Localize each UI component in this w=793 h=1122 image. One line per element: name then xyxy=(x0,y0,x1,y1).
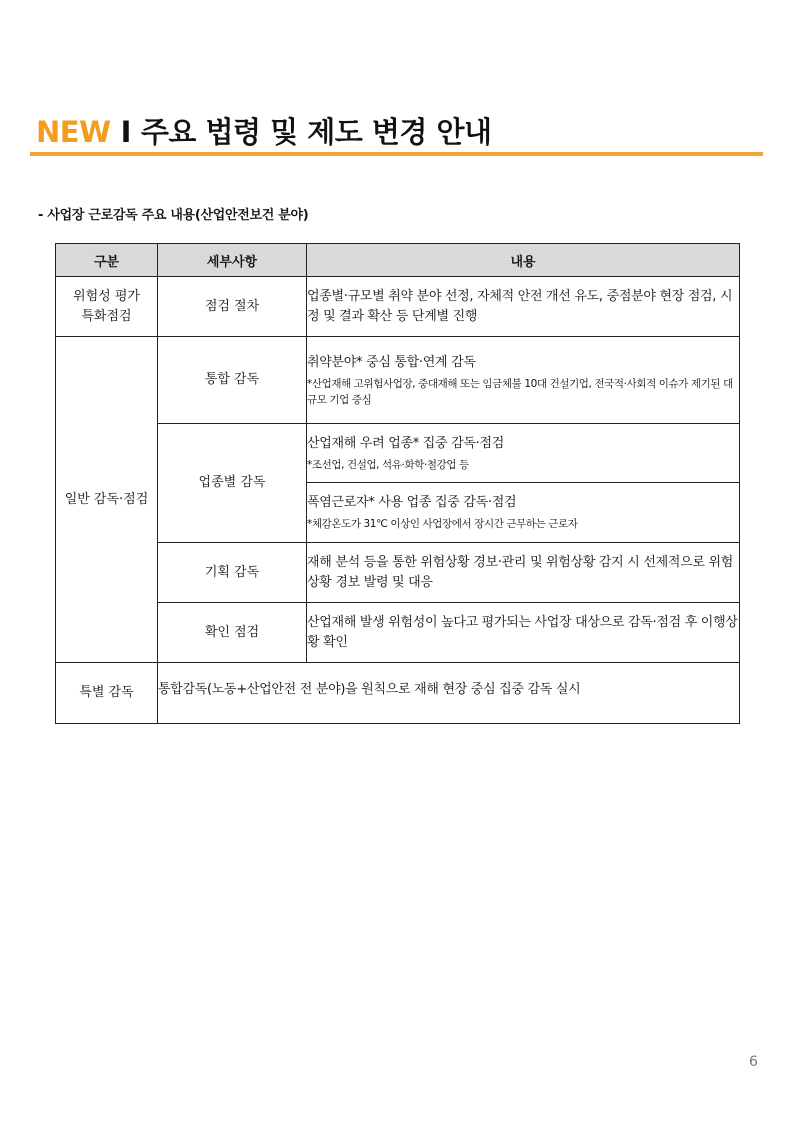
header-rule xyxy=(30,152,763,156)
content-cell: 통합감독(노동+산업안전 전 분야)을 원칙으로 재해 현장 중심 집중 감독 실시 xyxy=(158,663,740,724)
detail-cell: 확인 점검 xyxy=(158,603,307,663)
content-note: *산업재해 고위험사업장, 중대재해 또는 임금체불 10대 건설기업, 전국적·사회적 이슈가 제기된 대규모 기업 중심 xyxy=(307,377,733,406)
table-row xyxy=(56,543,740,603)
table-row xyxy=(56,663,740,724)
inspection-table xyxy=(55,243,740,724)
category-cell: 일반 감독·점검 xyxy=(56,337,158,663)
table-row xyxy=(56,337,740,424)
title-separator: I xyxy=(120,115,131,149)
detail-cell: 통합 감독 xyxy=(158,337,307,424)
content-cell: 업종별·규모별 취약 분야 선정, 자체적 안전 개선 유도, 중점분야 현장 점검, 시정 및 결과 확산 등 단계별 진행 xyxy=(307,277,740,337)
category-line: 위험성 평가 xyxy=(73,288,140,304)
page-title xyxy=(36,112,763,152)
header-category: 구분 xyxy=(56,244,158,277)
page-header xyxy=(36,112,763,152)
title-text: 주요 법령 및 제도 변경 안내 xyxy=(140,115,492,149)
content-text: 폭염근로자* 사용 업종 집중 감독·점검 xyxy=(307,495,517,510)
content-note: *체감온도가 31℃ 이상인 사업장에서 장시간 근무하는 근로자 xyxy=(307,518,578,530)
category-cell xyxy=(56,277,158,337)
page-number: 6 xyxy=(749,1054,758,1070)
category-line: 특화점검 xyxy=(81,308,132,324)
table-header-row xyxy=(56,244,740,277)
header-content: 내용 xyxy=(307,244,740,277)
content-cell xyxy=(307,424,740,483)
detail-cell: 점검 절차 xyxy=(158,277,307,337)
table-row xyxy=(56,424,740,483)
table-row xyxy=(56,603,740,663)
category-cell: 특별 감독 xyxy=(56,663,158,724)
header-detail: 세부사항 xyxy=(158,244,307,277)
content-text: 취약분야* 중심 통합·연계 감독 xyxy=(307,354,476,370)
content-note: *조선업, 건설업, 석유·화학·철강업 등 xyxy=(307,458,469,471)
content-text: 산업재해 우려 업종* 집중 감독·점검 xyxy=(307,435,504,451)
content-cell: 재해 분석 등을 통한 위험상황 경보·관리 및 위험상황 감지 시 선제적으로 위험상황 경보 발령 및 대응 xyxy=(307,543,740,603)
new-badge: NEW xyxy=(36,115,111,149)
detail-cell: 기획 감독 xyxy=(158,543,307,603)
content-cell xyxy=(307,483,740,543)
content-cell xyxy=(307,337,740,424)
section-subtitle: - 사업장 근로감독 주요 내용(산업안전보건 분야) xyxy=(38,208,309,223)
table-row xyxy=(56,277,740,337)
detail-cell: 업종별 감독 xyxy=(158,424,307,543)
content-cell: 산업재해 발생 위험성이 높다고 평가되는 사업장 대상으로 감독·점검 후 이행상황 확인 xyxy=(307,603,740,663)
